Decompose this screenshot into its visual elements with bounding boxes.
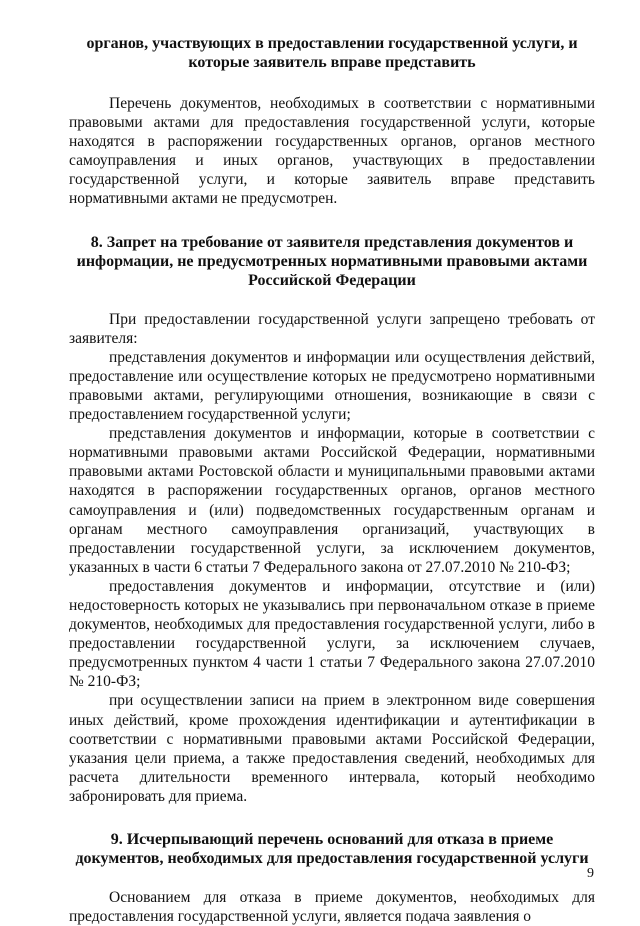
page-number: 9 bbox=[587, 866, 594, 881]
section-8-paragraph: представления документов и информации, которые в соответствии с нормативными правовыми актами Российской Федерации, нормативными правовыми актами Ростовской области и муниципальными правовыми актами находятся в распоряжении государственных органов, органов местного самоуправления и (или) подведомственных государственным органам и органам местного самоуправления организаций, участвующих в предоставлении государственной услуги, за исключением документов, указанных в части 6 статьи 7 Федерального закона от 27.07.2010 № 210-ФЗ; bbox=[69, 425, 595, 576]
section-9-heading: 9. Исчерпывающий перечень оснований для отказа в приеме документов, необходимых для предоставления государственной услуги bbox=[75, 831, 589, 867]
section-8-paragraph: при осуществлении записи на прием в электронном виде совершения иных действий, кроме прохождения идентификации и аутентификации в соответствии с нормативными правовыми актами Российской Федерации, указания цели приема, а также предоставления сведений, необходимых для расчета длительности временного интервала, который необходимо забронировать для приема. bbox=[69, 692, 595, 805]
top-heading: органов, участвующих в предоставлении государственной услуги, и которые заявитель вправе представить bbox=[86, 35, 578, 71]
spacer bbox=[69, 806, 595, 830]
spacer bbox=[69, 868, 595, 888]
spacer bbox=[69, 209, 595, 233]
intro-paragraph: Перечень документов, необходимых в соответствии с нормативными правовыми актами для предоставления государственной услуги, которые находятся в распоряжении государственных органов, органов местного самоуправления и иных органов, участвующих в предоставлении государственной услуги, и которые заявитель вправе представить нормативными актами не предусмотрен. bbox=[69, 95, 595, 208]
section-8-paragraph: представления документов и информации или осуществления действий, предоставление или осуществление которых не предусмотрено нормативными правовыми актами, регулирующими отношения, возникающие в связи с предоставлением государственной услуги; bbox=[69, 348, 595, 424]
section-9-paragraph: Основанием для отказа в приеме документов, необходимых для предоставления государственной услуги, является подача заявления о bbox=[69, 889, 595, 926]
document-page bbox=[69, 34, 595, 926]
section-8-paragraph: предоставления документов и информации, отсутствие и (или) недостоверность которых не указывались при первоначальном отказе в приеме документов, необходимых для предоставления государственной услуги, либо в предоставлении государственной услуги, за исключением случаев, предусмотренных пунктом 4 части 1 статьи 7 Федерального закона 27.07.2010 № 210-ФЗ; bbox=[69, 577, 595, 691]
section-8-heading: 8. Запрет на требование от заявителя представления документов и информации, не предусмотренных нормативными правовыми актами Российской Федерации bbox=[76, 233, 588, 289]
section-8-paragraph: При предоставлении государственной услуги запрещено требовать от заявителя: bbox=[69, 310, 595, 347]
spacer bbox=[69, 290, 595, 310]
spacer bbox=[69, 72, 595, 94]
